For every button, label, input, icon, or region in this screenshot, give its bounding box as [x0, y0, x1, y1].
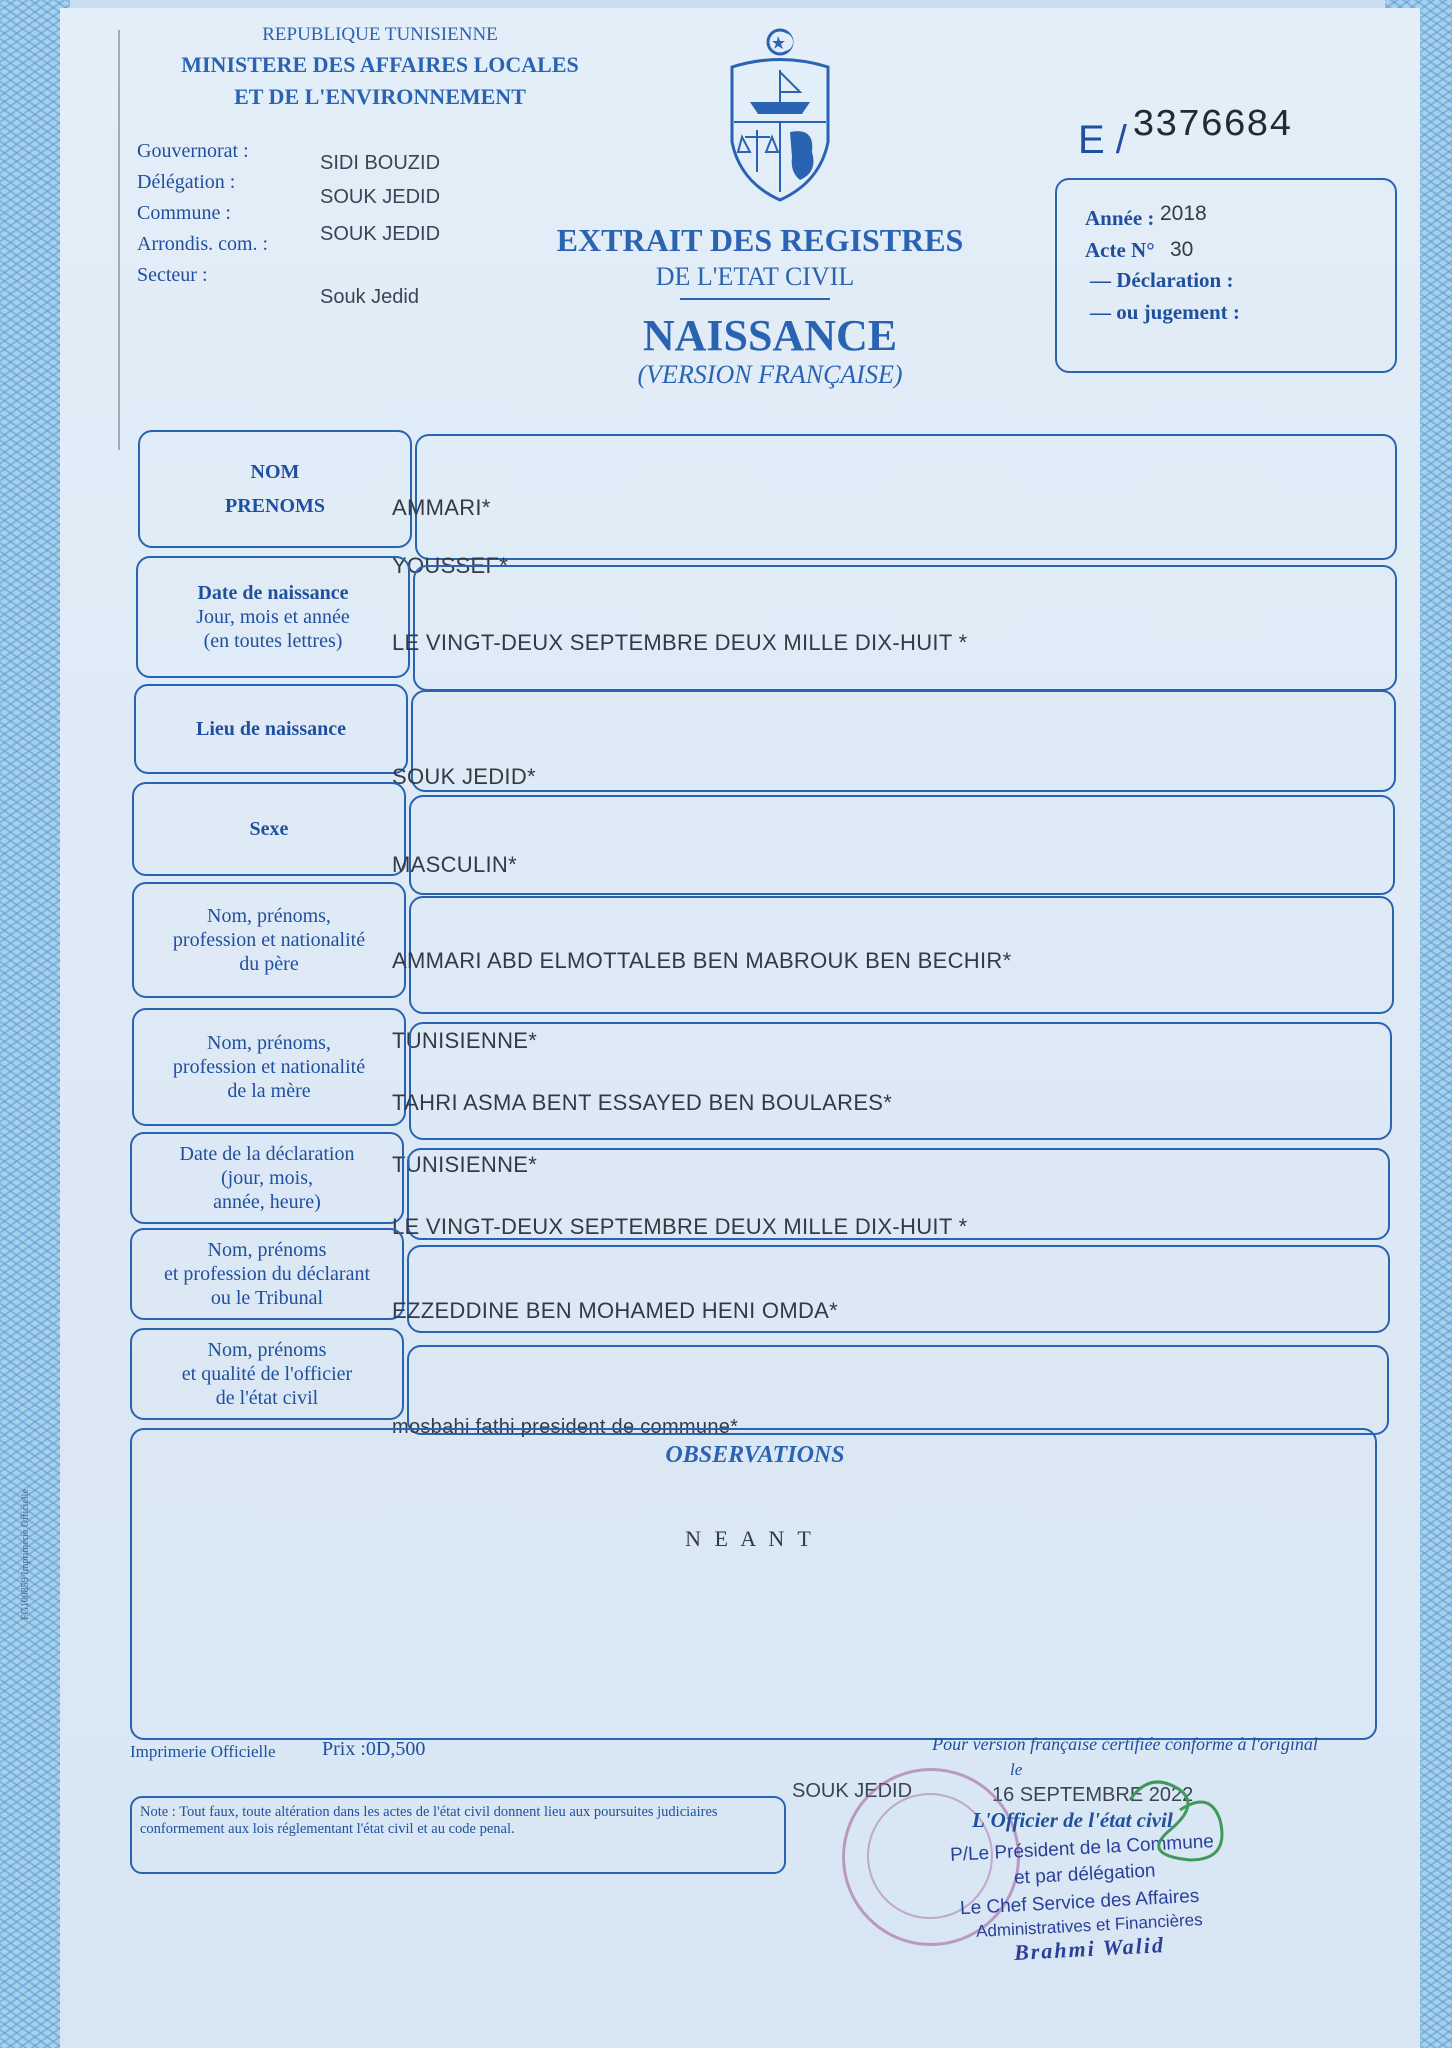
annee-value: 2018	[1160, 202, 1207, 225]
observations-title: OBSERVATIONS	[665, 1442, 845, 1468]
declaration-date-label-3: année, heure)	[213, 1191, 321, 1213]
nom-value-box	[415, 434, 1397, 560]
date-naissance-value: LE VINGT-DEUX SEPTEMBRE DEUX MILLE DIX-HUIT *	[392, 630, 968, 655]
date-naissance-value-box	[413, 565, 1397, 691]
title-naissance: NAISSANCE	[642, 311, 898, 360]
declaration-date-label-1: Date de la déclaration	[179, 1143, 355, 1165]
declarant-value: EZZEDDINE BEN MOHAMED HENI OMDA*	[392, 1298, 838, 1323]
mere-label-3: de la mère	[227, 1080, 311, 1102]
mere-label-box	[132, 1008, 406, 1126]
title-version: (VERSION FRANÇAISE)	[637, 360, 903, 389]
date-naissance-label-box	[136, 556, 410, 678]
prenoms-label: PRENOMS	[225, 495, 325, 517]
ministry-line-2: ET DE L'ENVIRONNEMENT	[234, 84, 526, 109]
prenom-value: YOUSSEF*	[392, 553, 509, 578]
nom-label: NOM	[250, 461, 300, 483]
declaration-date-label-2: (jour, mois,	[221, 1167, 313, 1189]
declarant-label-1: Nom, prénoms	[207, 1239, 327, 1261]
declarant-label-3: ou le Tribunal	[210, 1287, 324, 1309]
declarant-label-box	[130, 1228, 404, 1320]
secteur-value: Souk Jedid	[320, 286, 419, 308]
prix-label: Prix :0D,500	[322, 1738, 426, 1760]
ministry-line-1: MINISTERE DES AFFAIRES LOCALES	[181, 52, 579, 77]
signature-line-4: Administratives et Financières	[975, 1910, 1204, 1941]
mere-nationalite: TUNISIENNE*	[392, 1152, 538, 1177]
pere-label-box	[132, 882, 406, 998]
commune-value: SOUK JEDID	[320, 223, 441, 245]
nom-label-box	[138, 430, 412, 548]
officier-label-2: et qualité de l'officier	[181, 1363, 353, 1385]
annee-label: Année :	[1085, 206, 1155, 230]
signature-line-5: Brahmi Walid	[1013, 1932, 1166, 1965]
secteur-label: Secteur :	[137, 264, 208, 286]
mere-value-box	[409, 1022, 1392, 1140]
officier-etat-civil-title: L'Officier de l'état civil	[972, 1808, 1173, 1832]
jugement-label: — ou jugement :	[1090, 300, 1240, 324]
gouvernorat-value: SIDI BOUZID	[320, 152, 441, 174]
lieu-value: SOUK JEDID*	[392, 764, 536, 789]
officier-value: mosbahi fathi president de commune*	[392, 1416, 739, 1438]
lieu-value-box	[411, 690, 1396, 792]
acte-label: Acte N°	[1085, 238, 1155, 262]
delegation-label: Délégation :	[137, 171, 236, 193]
sexe-label-box	[132, 782, 406, 876]
le-label: le	[1010, 1760, 1023, 1779]
sexe-value: MASCULIN*	[392, 852, 517, 877]
mere-value: TAHRI ASMA BENT ESSAYED BEN BOULARES*	[392, 1090, 893, 1115]
arrondis-label: Arrondis. com. :	[137, 233, 269, 255]
green-signature-icon	[1110, 1760, 1250, 1890]
republic-heading: REPUBLIQUE TUNISIENNE	[262, 24, 498, 45]
pere-value: AMMARI ABD ELMOTTALEB BEN MABROUK BEN BECHIR*	[392, 948, 1012, 973]
declaration-label: — Déclaration :	[1090, 268, 1234, 292]
commune-label: Commune :	[137, 202, 231, 224]
date-naissance-label-1: Date de naissance	[197, 582, 349, 604]
signature-line-3: Le Chef Service des Affaires	[959, 1885, 1200, 1920]
pere-nationalite: TUNISIENNE*	[392, 1028, 538, 1053]
declaration-date-label-box	[130, 1132, 404, 1224]
tunisia-coat-of-arms-icon	[720, 22, 840, 207]
title-underline	[680, 298, 830, 300]
declaration-date-value: LE VINGT-DEUX SEPTEMBRE DEUX MILLE DIX-HUIT *	[392, 1214, 968, 1239]
pere-label-3: du père	[239, 953, 299, 975]
lieu-label-box	[134, 684, 408, 774]
pere-label-2: profession et nationalité	[172, 929, 366, 951]
declarant-label-2: et profession du déclarant	[163, 1263, 371, 1285]
officier-label-1: Nom, prénoms	[207, 1339, 327, 1361]
observations-box	[130, 1428, 1377, 1740]
imprimerie-label: Imprimerie Officielle	[130, 1742, 276, 1761]
signature-line-1: P/Le Président de la Commune	[949, 1831, 1215, 1866]
sexe-value-box	[409, 795, 1395, 895]
officier-label-box	[130, 1328, 404, 1420]
note-text: Note : Tout faux, toute altération dans les actes de l'état civil donnent lieu aux poursuites judiciaires conformement aux lois réglementant l'état civil et au code penal.	[140, 1804, 718, 1837]
title-line-2: DE L'ETAT CIVIL	[655, 262, 855, 291]
gouvernorat-label: Gouvernorat :	[137, 140, 249, 162]
side-print: FG100859 Imprimerie Officielle	[20, 1489, 31, 1620]
observations-value: N E A N T	[685, 1526, 815, 1551]
lieu-label: Lieu de naissance	[195, 718, 347, 740]
mere-label-1: Nom, prénoms,	[207, 1032, 331, 1054]
certifie-text: Pour version française certifiée conforme à l'original	[932, 1734, 1318, 1754]
date-naissance-label-3: (en toutes lettres)	[203, 630, 343, 652]
mere-label-2: profession et nationalité	[172, 1056, 366, 1078]
serial-prefix: E /	[1078, 118, 1127, 162]
acte-value: 30	[1170, 238, 1194, 261]
title-line-1: EXTRAIT DES REGISTRES	[556, 222, 964, 258]
signature-line-2: et par délégation	[1013, 1860, 1156, 1889]
fold-margin-line	[118, 30, 120, 450]
officier-label-3: de l'état civil	[215, 1387, 319, 1409]
pere-label-1: Nom, prénoms,	[207, 905, 331, 927]
serial-number: 3376684	[1132, 104, 1292, 147]
nom-value: AMMARI*	[392, 495, 491, 520]
delegation-value: SOUK JEDID	[320, 186, 441, 208]
date-naissance-label-2: Jour, mois et année	[196, 606, 350, 628]
lieu-date-lieu: SOUK JEDID	[792, 1780, 913, 1802]
sexe-label: Sexe	[249, 818, 289, 840]
lieu-date-date: 16 SEPTEMBRE 2022	[992, 1784, 1194, 1806]
